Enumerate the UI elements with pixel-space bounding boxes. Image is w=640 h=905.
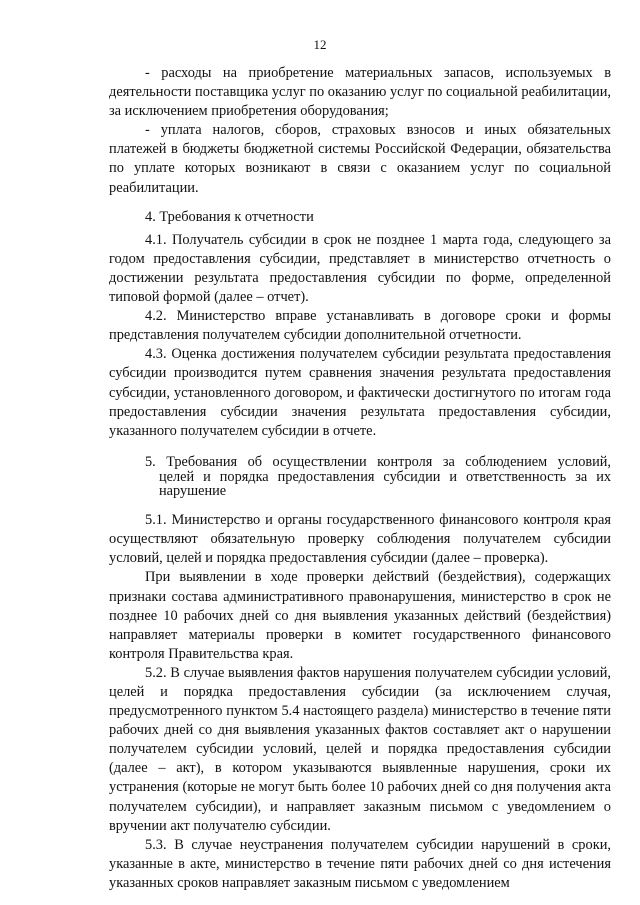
section-5-heading-line-2: целей и порядка предоставления субсидии и ответственность за их xyxy=(159,468,611,485)
section-4-heading: 4. Требования к отчетности xyxy=(145,208,314,225)
section-5-heading-line-1: 5. Требования об осуществлении контроля за соблюдением условий, xyxy=(145,453,611,470)
paragraph-5-2: 5.2. В случае выявления фактов нарушения получателем субсидии условий, целей и порядка предоставления субсидии (за исключением случая, предусмотренного пунктом 5.4 настоящего раздела) министерство в течение пяти рабочих дней со дня выявления указанных фактов составляет акт о нарушении получателем субсидии условий, целей и порядка предоставления субсидии (далее – акт), в котором указываются выявленные нарушения, сроки их устранения (которые не могут быть более 10 рабочих дней со дня получения акта получателем субсидии), и направляет заказным письмом с уведомлением о вручении акт получателю субсидии. xyxy=(109,664,611,834)
paragraph-5-1: 5.1. Министерство и органы государственного финансового контроля края осуществляют обязательную проверку соблюдения получателем субсидии условий, целей и порядка предоставления субсидии (далее – проверка). xyxy=(109,512,611,567)
paragraph-4-1: 4.1. Получатель субсидии в срок не позднее 1 марта года, следующего за годом предоставления субсидии, представляет в министерство отчетность о достижении результата предоставления субсидии по форме, определенной типовой формой (далее – отчет). xyxy=(109,231,611,306)
document-body xyxy=(109,64,611,893)
section-5-heading xyxy=(109,455,611,499)
paragraph-expense-materials: - расходы на приобретение материальных запасов, используемых в деятельности поставщика услуг по оказанию услуг по социальной реабилитации, за исключением приобретения оборудования; xyxy=(109,65,611,120)
paragraph-expense-taxes: - уплата налогов, сборов, страховых взносов и иных обязательных платежей в бюджеты бюджетной системы Российской Федерации, обязательства по уплате которых возникают в связи с оказанием услуг по социальной реабилитации. xyxy=(109,122,611,196)
paragraph-4-2: 4.2. Министерство вправе устанавливать в договоре сроки и формы представления получателем субсидии дополнительной отчетности. xyxy=(109,308,611,344)
section-5-heading-line-3: нарушение xyxy=(159,483,227,500)
paragraph-5-3: 5.3. В случае неустранения получателем субсидии нарушений в сроки, указанные в акте, министерство в течение пяти рабочих дней со дня истечения указанных сроков направляет заказным письмом с уведомлением xyxy=(109,836,611,891)
page-number: 12 xyxy=(313,37,327,52)
paragraph-4-3: 4.3. Оценка достижения получателем субсидии результата предоставления субсидии производится путем сравнения значения результата предоставления субсидии, установленного договором, и фактически достигнутого по итогам года предоставления субсидии значения результата предоставления субсидии, указанного получателем субсидии в отчете. xyxy=(109,346,611,439)
paragraph-5-1-violations: При выявлении в ходе проверки действий (бездействия), содержащих признаки состава административного правонарушения, министерство в срок не позднее 10 рабочих дней со дня выявления указанных действий (бездействия) направляет материалы проверки в комитет государственного финансового контроля Правительства края. xyxy=(109,569,611,662)
